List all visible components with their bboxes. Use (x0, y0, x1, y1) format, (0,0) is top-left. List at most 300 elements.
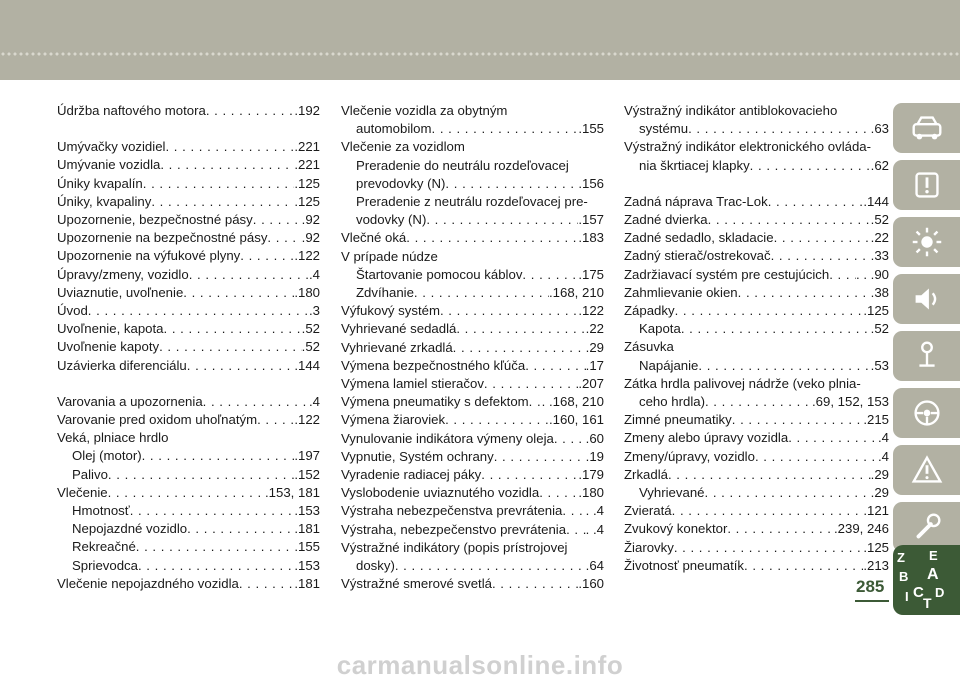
entry-page: .22 (870, 230, 889, 246)
dot-leader (539, 484, 578, 502)
entry-term: Zadržiavací systém pre cestujúcich (624, 266, 830, 282)
dot-leader (481, 466, 578, 484)
dot-leader (130, 502, 295, 520)
dot-leader (525, 357, 585, 375)
entry-term: Zrkadlá (624, 466, 668, 482)
entry-page: .122 (294, 412, 320, 428)
index-entry (57, 102, 320, 120)
index-entry (624, 539, 889, 557)
index-entry (57, 484, 320, 502)
tab-safety-lights[interactable] (893, 217, 960, 267)
index-subentry (57, 557, 320, 575)
entry-term: Umývanie vozidla (57, 157, 161, 173)
index-entry (624, 229, 889, 247)
dot-leader (705, 393, 812, 411)
dot-leader (267, 229, 301, 247)
entry-term: Západky (624, 303, 675, 319)
entry-term: Vyhrievané (639, 485, 705, 501)
entry-term: Výmena lamiel stieračov (341, 376, 484, 392)
entry-page: .239, 246 (834, 521, 889, 537)
speaker-icon (908, 280, 946, 318)
entry-page: .156 (578, 175, 604, 191)
index-entry (341, 466, 604, 484)
entry-term: Napájanie (639, 357, 699, 373)
entry-term: Uvoľnenie, kapota (57, 321, 164, 337)
dot-leader (774, 229, 871, 247)
wrench-icon (908, 508, 946, 546)
dot-leader (187, 520, 294, 538)
entry-term: Zadný stierač/ostrekovač (624, 248, 771, 264)
entry-page: .180 (578, 485, 604, 501)
dot-leader (494, 448, 586, 466)
entry-term: Upozornenie na výfukové plyny (57, 248, 241, 264)
entry-term: vodovky (N) (356, 212, 427, 228)
index-entry (341, 502, 604, 520)
entry-page: .221 (294, 139, 320, 155)
dot-leader (771, 247, 871, 265)
entry-gap (57, 375, 320, 393)
entry-term: Zahmlievanie okien (624, 284, 738, 300)
gear-shift-icon (908, 337, 946, 375)
entry-page: .19 (585, 448, 604, 464)
tab-audio[interactable] (893, 274, 960, 324)
index-entry (341, 229, 604, 247)
dot-leader (681, 320, 871, 338)
entry-page: .4 (878, 430, 889, 446)
index-entry (57, 247, 320, 265)
index-subentry (57, 520, 320, 538)
entry-page: .3 (309, 303, 320, 319)
entry-term: Úpravy/zmeny, vozidlo (57, 266, 189, 282)
index-subentry (341, 120, 604, 138)
entry-page: .168, 210 (549, 285, 604, 301)
index-subentry (57, 502, 320, 520)
entry-term: Výstraha, nebezpečenstvo prevrátenia (341, 521, 567, 537)
dot-leader (668, 466, 871, 484)
entry-term: Úniky, kvapaliny (57, 193, 152, 209)
entry-page: .29 (585, 339, 604, 355)
entry-term: Zimné pneumatiky (624, 412, 732, 428)
index-entry (57, 338, 320, 356)
index-entry (624, 193, 889, 211)
dot-leader (414, 284, 549, 302)
entry-page: .153, 181 (265, 484, 320, 500)
entry-page: . .60 (578, 430, 604, 446)
entry-page: . .4 (585, 503, 604, 519)
entry-page: .144 (863, 193, 889, 209)
entry-page: .92 (301, 212, 320, 228)
dot-leader (562, 502, 585, 520)
entry-term: Vlečenie (57, 484, 108, 500)
entry-term: Palivo (72, 466, 108, 482)
dot-leader (239, 575, 294, 593)
car-dashboard-icon (908, 109, 946, 147)
entry-term: Údržba naftového motora (57, 103, 206, 118)
entry-page: .92 (301, 230, 320, 246)
entry-page: . .168, 210 (541, 394, 604, 410)
tab-driving[interactable] (893, 331, 960, 381)
index-entry (624, 502, 889, 520)
index-subentry (341, 211, 604, 229)
entry-term: Výmena pneumatiky s defektom (341, 394, 529, 410)
dot-leader (445, 411, 549, 429)
index-entry (57, 393, 320, 411)
index-heading: Výstražný indikátor elektronického ovláda- (624, 139, 872, 155)
entry-term: automobilom (356, 121, 432, 137)
entry-page: .153 (294, 557, 320, 573)
index-heading: Zásuvka (624, 339, 674, 355)
index-entry (341, 448, 604, 466)
entry-page: .179 (578, 467, 604, 483)
dot-leader (788, 429, 878, 447)
dot-leader (253, 211, 302, 229)
warning-triangle-icon (908, 451, 946, 489)
index-letter: E (929, 548, 938, 563)
entry-term: Úvod (57, 303, 88, 319)
index-letter: T (923, 595, 932, 611)
index-entry (624, 284, 889, 302)
dot-leader (566, 521, 586, 539)
entry-term: Uviaznutie, uvoľnenie (57, 284, 184, 300)
chapter-tabs (893, 103, 960, 611)
index-column-2 (341, 102, 604, 593)
entry-term: Varovanie pred oxidom uhoľnatým (57, 412, 258, 428)
index-entry (341, 393, 604, 411)
index-heading: Vlečenie za vozidlom (341, 139, 465, 155)
entry-term: Zvukový konektor (624, 521, 728, 537)
entry-term: Výfukový systém (341, 303, 440, 319)
dot-leader (136, 538, 295, 556)
entry-term: ceho hrdla) (639, 394, 705, 410)
entry-term: Zmeny alebo úpravy vozidla (624, 430, 789, 446)
index-entry (57, 175, 320, 193)
entry-term: Vynulovanie indikátora výmeny oleja (341, 430, 554, 446)
entry-page: .22 (585, 321, 604, 337)
dot-leader (727, 520, 834, 538)
entry-page: .153 (294, 503, 320, 519)
dot-leader (554, 430, 578, 448)
tab-controls[interactable] (893, 160, 960, 210)
entry-term: systému (639, 121, 689, 137)
index-entry (624, 448, 889, 466)
dot-leader (108, 466, 294, 484)
dot-leader (164, 320, 302, 338)
entry-page: .160, 161 (549, 412, 604, 428)
index-subentry (341, 175, 604, 193)
entry-term: Vyhrievané sedadlá (341, 321, 457, 337)
index-subentry (341, 266, 604, 284)
dot-leader (492, 575, 578, 593)
entry-term: Žiarovky (624, 539, 674, 555)
index-entry (57, 193, 320, 211)
index-subentry (624, 320, 889, 338)
index-entry (624, 466, 889, 484)
entry-page: .160 (578, 576, 604, 592)
dot-leader (432, 120, 579, 138)
index-subentry (341, 284, 604, 302)
header-dot-rule (0, 52, 960, 56)
footer-watermark: carmanualsonline.info (336, 650, 624, 680)
entry-term: Výmena bezpečnostného kľúča (341, 357, 526, 373)
index-subentry (57, 466, 320, 484)
entry-page: .121 (863, 503, 889, 519)
entry-page: .192 (294, 103, 320, 118)
dot-leader (203, 393, 309, 411)
entry-term: prevodovky (N) (356, 175, 446, 191)
page-number-underline (855, 600, 889, 602)
dot-leader (529, 393, 542, 411)
dot-leader (744, 557, 863, 575)
entry-page: .29 (870, 466, 889, 482)
index-heading: Výstražné indikátory (popis prístrojovej (341, 539, 568, 555)
entry-term: Uzávierka diferenciálu (57, 357, 187, 373)
dot-leader (522, 266, 578, 284)
index-entry (57, 357, 320, 375)
entry-page: .33 (870, 248, 889, 264)
entry-page: .122 (578, 303, 604, 319)
dot-leader (406, 229, 578, 247)
index-entry (57, 411, 320, 429)
tab-index[interactable] (893, 545, 960, 615)
entry-page: .157 (578, 212, 604, 228)
entry-page: .52 (870, 321, 889, 337)
dot-leader (395, 557, 586, 575)
index-entry (57, 229, 320, 247)
entry-page: . .4 (585, 521, 604, 537)
entry-page: .152 (294, 466, 320, 482)
entry-term: Štartovanie pomocou káblov (356, 266, 523, 282)
dot-leader (160, 156, 294, 174)
index-subentry (57, 538, 320, 556)
index-entry (341, 430, 604, 448)
dot-leader (189, 266, 309, 284)
entry-term: Varovania a upozornenia (57, 393, 203, 409)
entry-page: .63 (870, 121, 889, 137)
index-entry (624, 247, 889, 265)
dot-leader (183, 284, 294, 302)
entry-page: .181 (294, 575, 320, 591)
index-entry (624, 411, 889, 429)
index-entry (341, 302, 604, 320)
entry-page: .183 (578, 230, 604, 246)
entry-page: .125 (294, 193, 320, 209)
entry-term: Upozornenie, bezpečnostné pásy (57, 212, 253, 228)
entry-page: .207 (578, 376, 604, 392)
entry-term: Nepojazdné vozidlo (72, 521, 188, 537)
entry-page: .52 (870, 212, 889, 228)
index-entry (57, 320, 320, 338)
phone-warning-icon (908, 166, 946, 204)
index-entry (341, 484, 604, 502)
index-letter: C (913, 584, 924, 601)
entry-page: .53 (870, 357, 889, 373)
index-column-1 (57, 102, 320, 593)
index-letter: A (927, 566, 939, 583)
dot-leader (456, 320, 585, 338)
entry-page: .144 (294, 357, 320, 373)
index-entry (624, 211, 889, 229)
dot-leader (738, 284, 871, 302)
index-entry (341, 339, 604, 357)
entry-page: .29 (870, 485, 889, 501)
dot-leader (688, 120, 871, 138)
entry-term: Zadné sedadlo, skladacie (624, 230, 774, 246)
index-subentry (57, 447, 320, 465)
index-entry (57, 284, 320, 302)
dot-leader (151, 193, 294, 211)
dot-leader (768, 193, 864, 211)
index-entry (341, 411, 604, 429)
entry-page: .175 (578, 266, 604, 282)
index-heading: V prípade núdze (341, 248, 438, 264)
dot-leader (708, 211, 871, 229)
entry-page: .213 (863, 557, 889, 573)
entry-term: Vypnutie, Systém ochrany (341, 448, 494, 464)
header-band (0, 0, 960, 80)
entry-term: Zvieratá (624, 503, 672, 519)
index-letter: Z (897, 550, 905, 565)
entry-page: .155 (294, 539, 320, 555)
entry-term: Úniky kvapalín (57, 175, 143, 191)
dot-leader (732, 411, 864, 429)
entry-term: Zadné dvierka (624, 212, 708, 228)
index-entry (57, 266, 320, 284)
entry-page: .125 (863, 539, 889, 555)
index-subentry (624, 157, 889, 175)
index-subentry (624, 120, 889, 138)
index-subentry (624, 357, 889, 375)
index-entry (57, 156, 320, 174)
index-entry (57, 138, 320, 156)
entry-page: .69, 152, 153 (812, 394, 889, 410)
dot-leader (750, 157, 871, 175)
index-heading: Veká, plniace hrdlo (57, 430, 169, 446)
entry-term: Kapota (639, 321, 681, 337)
index-subheading: Preradenie do neutrálu rozdeľovacej (356, 157, 569, 173)
index-entry (341, 575, 604, 593)
entry-term: Upozornenie na bezpečnostné pásy (57, 230, 268, 246)
entry-term: Vlečné oká (341, 230, 407, 246)
entry-gap (624, 175, 889, 193)
index-subentry (341, 557, 604, 575)
entry-page: .4 (878, 448, 889, 464)
dot-leader (755, 448, 878, 466)
entry-term: Olej (motor) (72, 448, 142, 464)
entry-term: Výstražné smerové svetlá (341, 576, 492, 592)
entry-term: Vyhrievané zrkadlá (341, 339, 453, 355)
dot-leader (257, 411, 294, 429)
index-entry (341, 521, 604, 539)
entry-page: .125 (863, 303, 889, 319)
index-subheading: Preradenie z neutrálu rozdeľovacej pre- (356, 194, 588, 210)
index-heading: Zátka hrdla palivovej nádrže (veko plnia- (624, 375, 861, 391)
entry-term: dosky) (356, 558, 395, 574)
dot-leader (187, 357, 295, 375)
index-entry (624, 557, 889, 575)
index-letter: I (905, 589, 909, 604)
dot-leader (484, 375, 578, 393)
entry-page: .52 (301, 321, 320, 337)
index-entry (624, 429, 889, 447)
index-entry (624, 266, 889, 284)
index-entry (57, 575, 320, 593)
entry-term: nia škrtiacej klapky (639, 157, 750, 173)
entry-term: Vlečenie nepojazdného vozidla (57, 575, 239, 591)
dot-leader (143, 175, 295, 193)
entry-term: Zadná náprava Trac-Lok (624, 193, 768, 209)
entry-page: .180 (294, 284, 320, 300)
tab-emergency[interactable] (893, 445, 960, 495)
entry-term: Vyslobodenie uviaznutého vozidla (341, 485, 540, 501)
entry-page: .181 (294, 521, 320, 537)
dot-leader (426, 211, 578, 229)
entry-term: Rekreačné (72, 539, 136, 555)
dot-leader (675, 302, 864, 320)
entry-page: .155 (578, 121, 604, 137)
entry-term: Výstraha nebezpečenstva prevrátenia (341, 503, 563, 519)
entry-page: .4 (309, 266, 320, 282)
entry-page: .52 (301, 339, 320, 355)
dot-leader (108, 484, 265, 502)
entry-term: Výmena žiaroviek (341, 412, 446, 428)
steering-wheel-icon (908, 394, 946, 432)
dot-leader (88, 302, 309, 320)
index-entry (624, 302, 889, 320)
dot-leader (159, 338, 302, 356)
entry-page: .17 (585, 357, 604, 373)
entry-gap (57, 120, 320, 138)
entry-term: Zmeny/úpravy, vozidlo (624, 448, 755, 464)
sun-light-icon (908, 223, 946, 261)
index-entry (624, 520, 889, 538)
dot-leader (206, 102, 295, 120)
dot-leader (138, 557, 294, 575)
index-heading: Výstražný indikátor antiblokovacieho (624, 103, 838, 118)
index-entry (341, 320, 604, 338)
index-subentry (624, 393, 889, 411)
index-entry (341, 375, 604, 393)
entry-term: Umývačky vozidiel (57, 139, 166, 155)
entry-page: .125 (294, 175, 320, 191)
entry-page: .38 (870, 284, 889, 300)
entry-page: .122 (294, 248, 320, 264)
entry-page: .4 (309, 393, 320, 409)
dot-leader (674, 539, 864, 557)
index-entry (57, 211, 320, 229)
entry-page: . . .90 (856, 266, 889, 282)
entry-term: Životnosť pneumatík (624, 557, 745, 573)
index-entry (57, 302, 320, 320)
entry-term: Hmotnosť (72, 503, 130, 519)
index-letter: B (899, 569, 909, 584)
tab-vehicle-dashboard[interactable] (893, 103, 960, 153)
entry-page: .215 (863, 412, 889, 428)
entry-term: Zdvíhanie (356, 285, 414, 301)
entry-page: .64 (585, 558, 604, 574)
entry-page: .62 (870, 157, 889, 173)
entry-term: Sprievodca (72, 557, 138, 573)
dot-leader (142, 447, 295, 465)
dot-leader (698, 357, 870, 375)
dot-leader (165, 138, 294, 156)
index-entry (341, 357, 604, 375)
tab-steering[interactable] (893, 388, 960, 438)
dot-leader (672, 502, 864, 520)
dot-leader (445, 175, 578, 193)
entry-term: Uvoľnenie kapoty (57, 339, 160, 355)
dot-leader (453, 339, 586, 357)
index-letter: D (935, 585, 945, 600)
